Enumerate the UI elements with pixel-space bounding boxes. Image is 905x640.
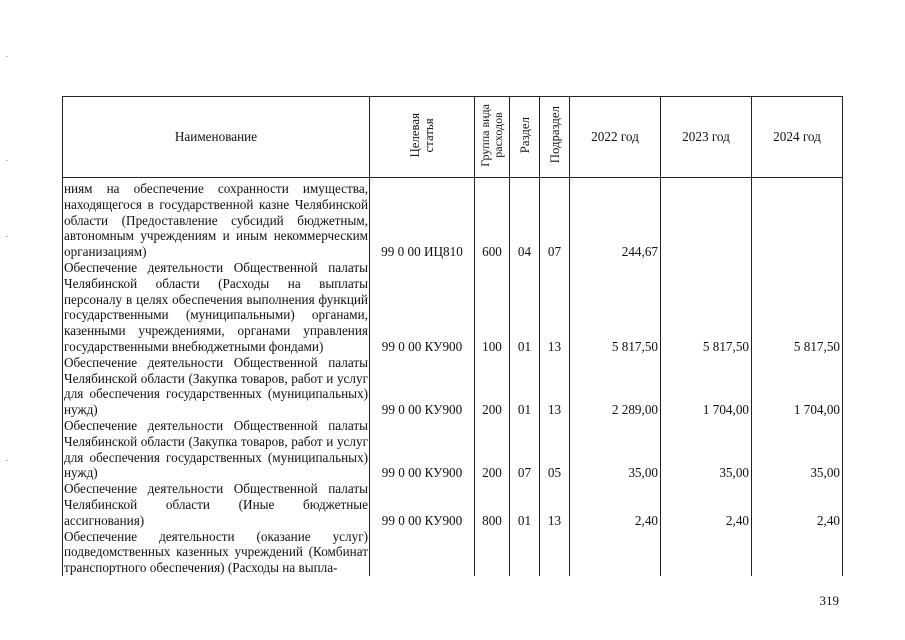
row-amount-2023: 5 817,50 [661,260,752,355]
col-header-target-article: Целевая статья [370,97,475,178]
scan-margin-mark [6,460,8,461]
col-header-expense-group: Группа вида расходов [475,97,510,178]
budget-table [62,96,843,576]
table-row [63,418,843,481]
row-subsection: 13 [540,355,570,418]
row-amount-2022: 244,67 [570,178,661,260]
row-target-article: 99 0 00 КУ900 [370,355,475,418]
col-header-name: Наименование [63,97,370,178]
row-name-text: Обеспечение деятельности (оказание услуг) подведомственных казенных учреждений (Комбинат транспортного обеспечения) (Расходы на выпла- [64,528,368,576]
col-header-2023: 2023 год [661,97,752,178]
row-expense-group: 800 [475,481,510,528]
table-header-row [63,97,843,178]
row-section: 01 [510,481,540,528]
row-target-article: 99 0 00 КУ900 [370,418,475,481]
row-subsection: 05 [540,418,570,481]
scan-margin-mark [6,160,8,161]
row-amount-2024 [752,178,843,260]
row-name: ниям на обеспечение сохранности имущества, находящегося в государственной казне Челябинской области (Предоставление субсидий бюджетным, автономным учреждениям и иным некоммерческим организациям) [63,178,370,260]
row-target-article: 99 0 00 ИЦ810 [370,178,475,260]
row-subsection: 13 [540,481,570,528]
table-row [63,178,843,260]
row-name: Обеспечение деятельности Общественной палаты Челябинской области (Закупка товаров, работ и услуг для обеспечения государственных (муниципальных) нужд) [64,354,368,418]
row-name: Обеспечение деятельности Общественной палаты Челябинской области (Иные бюджетные ассигнования) [64,481,368,528]
scan-margin-mark [6,236,8,237]
row-amount-2024: 2,40 [752,481,843,528]
row-amount-2023 [661,178,752,260]
row-section: 07 [510,418,540,481]
row-amount-2024: 1 704,00 [752,355,843,418]
row-target-article: 99 0 00 КУ900 [370,260,475,355]
row-amount-2024 [752,529,843,576]
row-section: 01 [510,260,540,355]
row-amount-2022: 2,40 [570,481,661,528]
row-amount-2024: 5 817,50 [752,260,843,355]
row-amount-2022 [570,529,661,576]
row-section: 01 [510,355,540,418]
row-amount-2022: 5 817,50 [570,260,661,355]
row-amount-2022: 2 289,00 [570,355,661,418]
scan-margin-mark [6,56,8,57]
page-number: 319 [819,593,839,608]
table-row [63,481,843,528]
row-expense-group: 100 [475,260,510,355]
row-amount-2024: 35,00 [752,418,843,481]
col-header-subsection: Подраздел [540,97,570,178]
table-row [63,529,843,576]
row-expense-group: 600 [475,178,510,260]
table-row [63,355,843,418]
col-header-2022: 2022 год [570,97,661,178]
row-amount-2023: 1 704,00 [661,355,752,418]
row-subsection: 07 [540,178,570,260]
row-amount-2023: 2,40 [661,481,752,528]
row-subsection [540,529,570,576]
row-name: Обеспечение деятельности Общественной палаты Челябинской области (Расходы на выплаты персоналу в целях обеспечения выполнения функций государственными (муниципальными) органами, казенными учреждениями, органами управления государственными внебюджетными фондами) [64,259,368,354]
row-section: 04 [510,178,540,260]
row-target-article [370,529,475,576]
row-expense-group: 200 [475,418,510,481]
table-row [63,260,843,355]
row-amount-2022: 35,00 [570,418,661,481]
row-amount-2023 [661,529,752,576]
row-section [510,529,540,576]
col-header-2024: 2024 год [752,97,843,178]
row-expense-group [475,529,510,576]
col-header-section: Раздел [510,97,540,178]
row-amount-2023: 35,00 [661,418,752,481]
row-expense-group: 200 [475,355,510,418]
row-subsection: 13 [540,260,570,355]
row-name: Обеспечение деятельности Общественной палаты Челябинской области (Закупка товаров, работ и услуг для обеспечения государственных (муниципальных) нужд) [64,417,368,481]
row-target-article: 99 0 00 КУ900 [370,481,475,528]
row-name [63,529,370,576]
